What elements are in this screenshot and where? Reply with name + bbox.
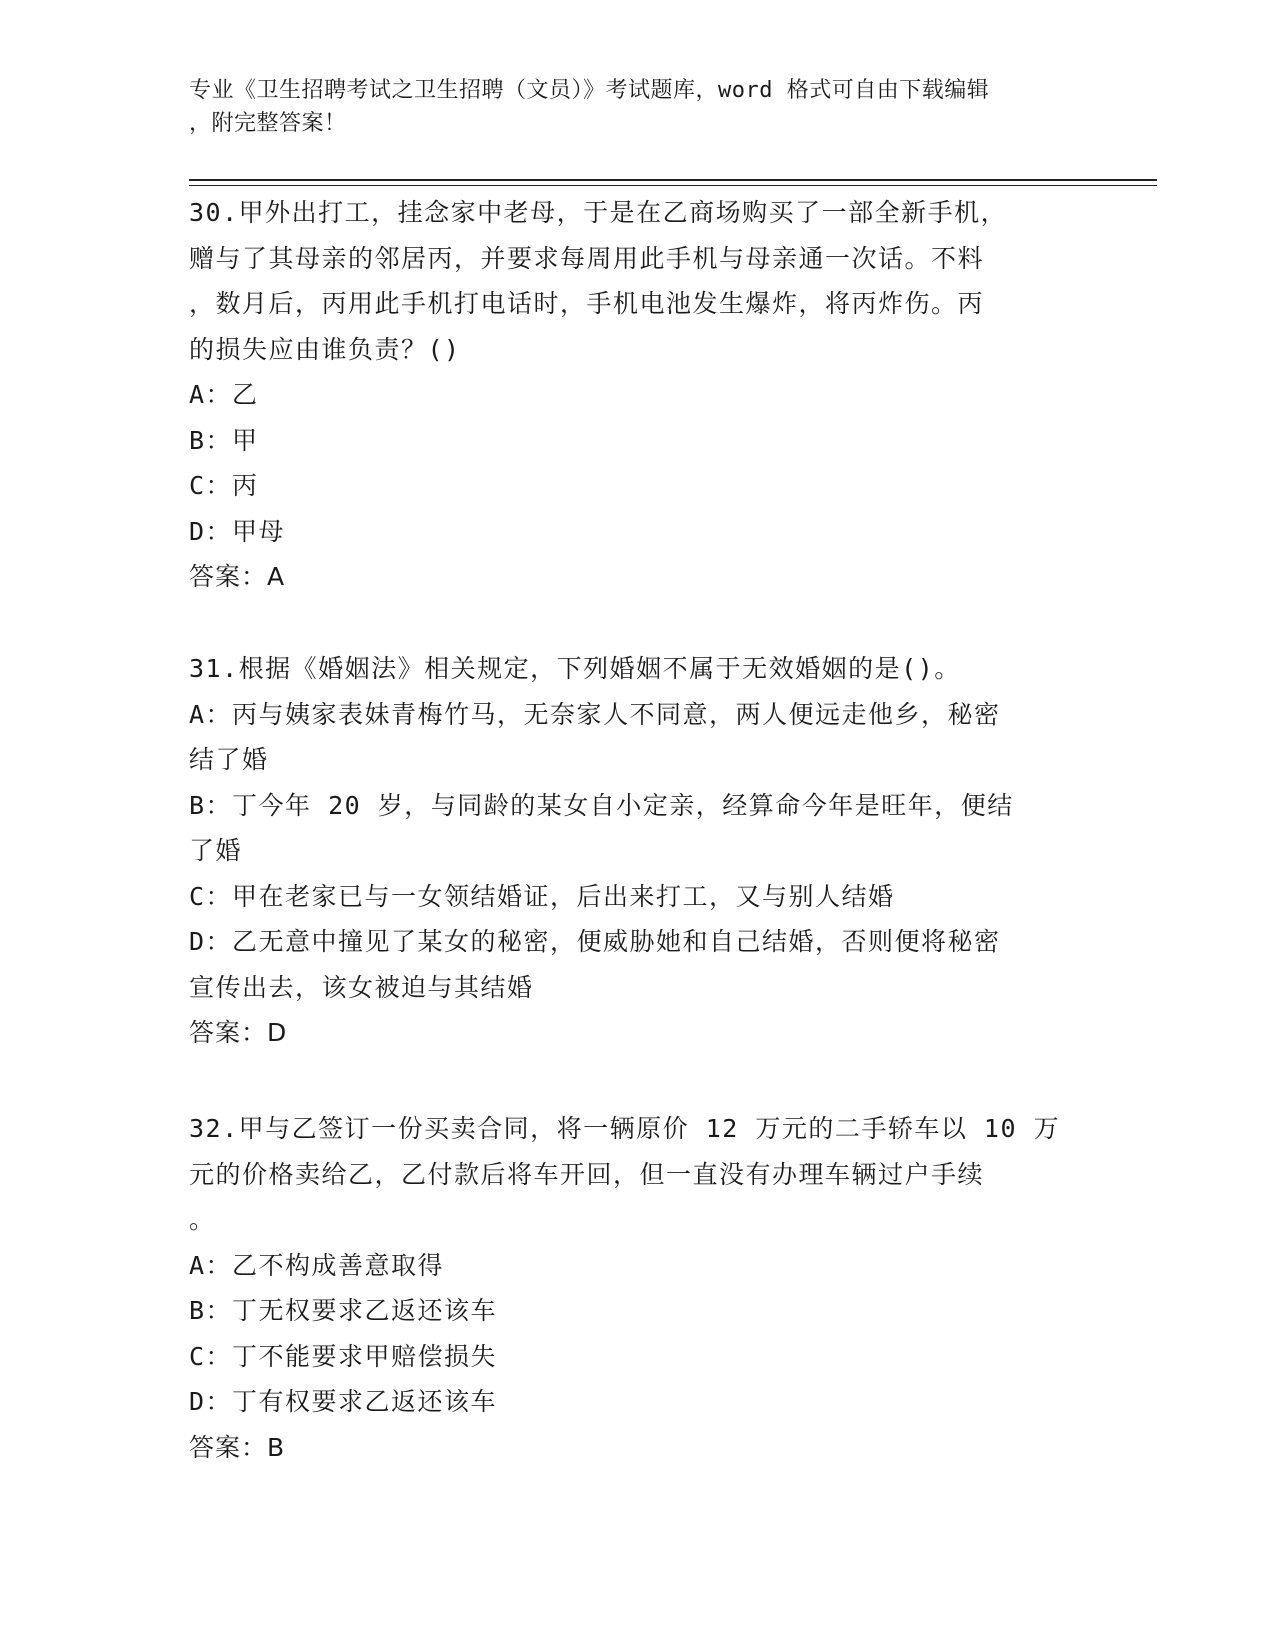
header-line-1: 专业《卫生招聘考试之卫生招聘（文员）》考试题库，word 格式可自由下载编辑 <box>189 78 990 103</box>
option-c: C：丙 <box>189 471 259 500</box>
option-b: B：丁今年 20 岁，与同龄的某女自小定亲，经算命今年是旺年，便结 <box>189 790 1014 820</box>
document-header <box>189 74 1089 140</box>
question-30 <box>189 190 1089 600</box>
question-stem-line: 元的价格卖给乙，乙付款后将车开回，但一直没有办理车辆过户手续 <box>189 1159 985 1189</box>
option-c: C：丁不能要求甲赔偿损失 <box>189 1341 498 1371</box>
answer-label: 答案：B <box>189 1432 286 1462</box>
option-d-continued: 宣传出去，该女被迫与其结婚 <box>189 972 534 1002</box>
header-divider-thick <box>189 179 1157 181</box>
header-divider-thin <box>189 185 1157 186</box>
answer-label: 答案：D <box>189 1018 288 1047</box>
question-stem-line: 32.甲与乙签订一份买卖合同，将一辆原价 12 万元的二手轿车以 10 万 <box>189 1114 1061 1143</box>
option-a: A：丙与姨家表妹青梅竹马，无奈家人不同意，两人便远走他乡，秘密 <box>189 699 1001 729</box>
question-stem-line: 赠与了其母亲的邻居丙，并要求每周用此手机与母亲通一次话。不料 <box>189 243 985 273</box>
header-line-2: ，附完整答案！ <box>189 111 347 136</box>
question-31 <box>189 646 1089 1056</box>
option-d: D：甲母 <box>189 516 286 546</box>
question-stem-line: ，数月后，丙用此手机打电话时，手机电池发生爆炸，将丙炸伤。丙 <box>189 289 985 318</box>
option-a-continued: 结了婚 <box>189 745 269 774</box>
option-d: D：丁有权要求乙返还该车 <box>189 1387 498 1416</box>
answer-label: 答案：A <box>189 562 286 591</box>
question-stem-line: 30.甲外出打工，挂念家中老母，于是在乙商场购买了一部全新手机， <box>189 198 1008 227</box>
question-stem-line: 的损失应由谁负责？() <box>189 334 461 364</box>
option-b: B：甲 <box>189 425 259 455</box>
question-stem-line: 。 <box>189 1205 216 1234</box>
option-c: C：甲在老家已与一女领结婚证，后出来打工，又与别人结婚 <box>189 881 895 911</box>
option-b-continued: 了婚 <box>189 836 243 865</box>
option-d: D：乙无意中撞见了某女的秘密，便威胁她和自己结婚，否则便将秘密 <box>189 927 1001 956</box>
question-32 <box>189 1106 1089 1470</box>
option-b: B：丁无权要求乙返还该车 <box>189 1296 498 1325</box>
option-a: A：乙不构成善意取得 <box>189 1250 445 1280</box>
option-a: A：乙 <box>189 380 259 409</box>
question-stem-line: 31.根据《婚姻法》相关规定，下列婚姻不属于无效婚姻的是()。 <box>189 654 961 683</box>
